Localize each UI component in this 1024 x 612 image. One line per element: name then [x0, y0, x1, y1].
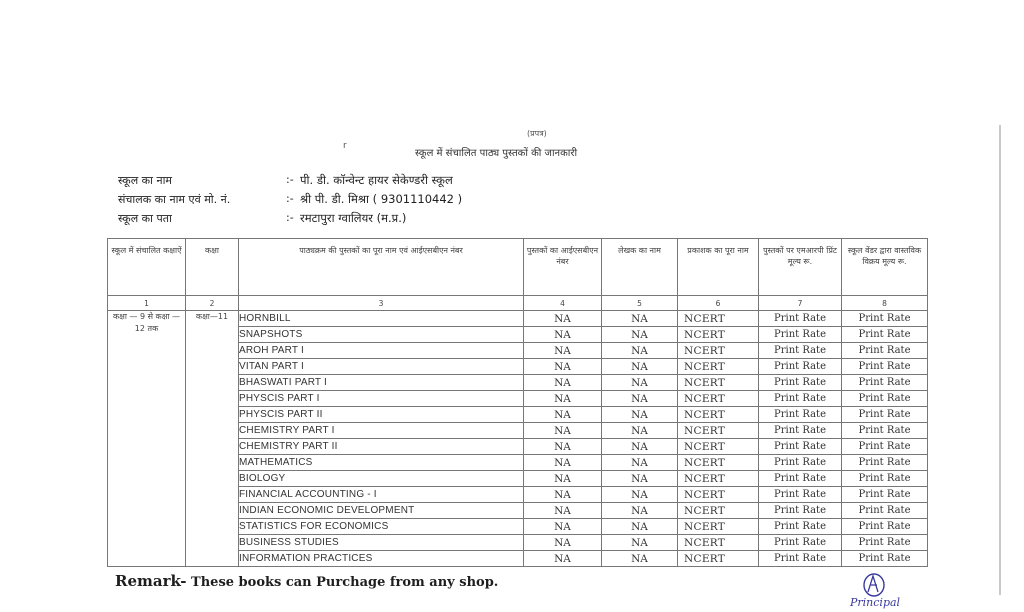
sale-price-cell: Print Rate: [842, 487, 928, 503]
publisher-cell: NCERT: [678, 423, 759, 439]
class-cell: कक्षा—11: [186, 311, 239, 567]
seal-text: Principal: [850, 596, 901, 609]
principal-seal: [846, 570, 906, 612]
mrp-cell: Print Rate: [759, 503, 842, 519]
column-number: 8: [842, 296, 928, 311]
author-cell: NA: [602, 327, 678, 343]
isbn-cell: NA: [524, 471, 602, 487]
isbn-cell: NA: [524, 359, 602, 375]
sale-price-cell: Print Rate: [842, 439, 928, 455]
address-label: स्कूल का पता: [118, 212, 172, 225]
book-title: CHEMISTRY PART I: [239, 423, 524, 439]
school-name-value: पी. डी. कॉन्वेन्ट हायर सेकेण्डरी स्कूल: [300, 173, 453, 187]
remark-note: [115, 572, 498, 590]
author-cell: NA: [602, 423, 678, 439]
remark-text: These books can Purchage from any shop.: [186, 575, 499, 590]
sale-price-cell: Print Rate: [842, 519, 928, 535]
director-label: संचालक का नाम एवं मो. नं.: [118, 193, 231, 206]
author-cell: NA: [602, 551, 678, 567]
book-title: VITAN PART I: [239, 359, 524, 375]
sale-price-cell: Print Rate: [842, 391, 928, 407]
mrp-cell: Print Rate: [759, 327, 842, 343]
separator: :-: [286, 192, 294, 205]
column-number: 3: [239, 296, 524, 311]
isbn-cell: NA: [524, 375, 602, 391]
books-table: [107, 238, 928, 567]
director-row: [118, 192, 462, 207]
sale-price-cell: Print Rate: [842, 551, 928, 567]
publisher-cell: NCERT: [678, 503, 759, 519]
author-cell: NA: [602, 519, 678, 535]
publisher-cell: NCERT: [678, 375, 759, 391]
isbn-cell: NA: [524, 423, 602, 439]
column-number: 4: [524, 296, 602, 311]
publisher-cell: NCERT: [678, 519, 759, 535]
column-header-book-name: पाठ्यक्रम की पुस्तकों का पूरा नाम एवं आईएसबीएन नंबर: [239, 239, 524, 296]
isbn-cell: NA: [524, 439, 602, 455]
column-number: 1: [108, 296, 186, 311]
school-name-label: स्कूल का नाम: [118, 174, 173, 187]
author-cell: NA: [602, 343, 678, 359]
author-cell: NA: [602, 535, 678, 551]
mrp-cell: Print Rate: [759, 375, 842, 391]
sale-price-cell: Print Rate: [842, 503, 928, 519]
isbn-cell: NA: [524, 551, 602, 567]
book-title: MATHEMATICS: [239, 455, 524, 471]
remark-label: Remark-: [115, 572, 187, 590]
book-title: PHYSCIS PART II: [239, 407, 524, 423]
document-title: स्कूल में संचालित पाठ्य पुस्तकों की जानकारी: [415, 148, 578, 159]
separator: :-: [286, 211, 294, 224]
publisher-cell: NCERT: [678, 311, 759, 327]
mrp-cell: Print Rate: [759, 471, 842, 487]
publisher-cell: NCERT: [678, 343, 759, 359]
publisher-cell: NCERT: [678, 487, 759, 503]
publisher-cell: NCERT: [678, 359, 759, 375]
mrp-cell: Print Rate: [759, 359, 842, 375]
publisher-cell: NCERT: [678, 471, 759, 487]
mrp-cell: Print Rate: [759, 439, 842, 455]
isbn-cell: NA: [524, 535, 602, 551]
school-name-row: [118, 173, 453, 188]
publisher-cell: NCERT: [678, 391, 759, 407]
isbn-cell: NA: [524, 391, 602, 407]
publisher-cell: NCERT: [678, 327, 759, 343]
author-cell: NA: [602, 359, 678, 375]
publisher-cell: NCERT: [678, 551, 759, 567]
director-value: श्री पी. डी. मिश्रा ( 9301110442 ): [300, 192, 463, 206]
sale-price-cell: Print Rate: [842, 535, 928, 551]
sale-price-cell: Print Rate: [842, 471, 928, 487]
column-number: 2: [186, 296, 239, 311]
book-title: STATISTICS FOR ECONOMICS: [239, 519, 524, 535]
address-row: [118, 211, 406, 226]
column-header-class: कक्षा: [186, 239, 239, 296]
author-cell: NA: [602, 391, 678, 407]
publisher-cell: NCERT: [678, 455, 759, 471]
column-number-row: [108, 296, 928, 311]
sale-price-cell: Print Rate: [842, 311, 928, 327]
author-cell: NA: [602, 487, 678, 503]
column-number: 6: [678, 296, 759, 311]
mrp-cell: Print Rate: [759, 551, 842, 567]
column-header-author: लेखक का नाम: [602, 239, 678, 296]
book-title: INFORMATION PRACTICES: [239, 551, 524, 567]
isbn-cell: NA: [524, 487, 602, 503]
sale-price-cell: Print Rate: [842, 407, 928, 423]
isbn-cell: NA: [524, 455, 602, 471]
isbn-cell: NA: [524, 311, 602, 327]
isbn-cell: NA: [524, 407, 602, 423]
book-title: HORNBILL: [239, 311, 524, 327]
author-cell: NA: [602, 375, 678, 391]
author-cell: NA: [602, 407, 678, 423]
publisher-cell: NCERT: [678, 439, 759, 455]
isbn-cell: NA: [524, 503, 602, 519]
book-title: CHEMISTRY PART II: [239, 439, 524, 455]
mrp-cell: Print Rate: [759, 535, 842, 551]
table-row: [108, 311, 928, 327]
class-range-cell: कक्षा — 9 से कक्षा — 12 तक: [108, 311, 186, 567]
author-cell: NA: [602, 503, 678, 519]
column-header-sale-price: स्कूल वेंडर द्वारा वास्तविक विक्रय मूल्य रू.: [842, 239, 928, 296]
author-cell: NA: [602, 439, 678, 455]
sale-price-cell: Print Rate: [842, 327, 928, 343]
book-title: AROH PART I: [239, 343, 524, 359]
column-header-mrp: पुस्तकों पर एमआरपी प्रिंट मूल्य रू.: [759, 239, 842, 296]
author-cell: NA: [602, 455, 678, 471]
mrp-cell: Print Rate: [759, 455, 842, 471]
address-value: रमटापुरा ग्वालियर (म.प्र.): [300, 211, 407, 225]
sale-price-cell: Print Rate: [842, 343, 928, 359]
book-title: INDIAN ECONOMIC DEVELOPMENT: [239, 503, 524, 519]
author-cell: NA: [602, 471, 678, 487]
book-title: BIOLOGY: [239, 471, 524, 487]
isbn-cell: NA: [524, 327, 602, 343]
book-title: FINANCIAL ACCOUNTING - I: [239, 487, 524, 503]
book-title: BHASWATI PART I: [239, 375, 524, 391]
column-number: 7: [759, 296, 842, 311]
tick-mark: r: [343, 141, 347, 151]
sale-price-cell: Print Rate: [842, 359, 928, 375]
sale-price-cell: Print Rate: [842, 455, 928, 471]
mrp-cell: Print Rate: [759, 423, 842, 439]
table-header-row: [108, 239, 928, 296]
isbn-cell: NA: [524, 519, 602, 535]
form-reference: (प्रपत्र): [527, 129, 547, 138]
author-cell: NA: [602, 311, 678, 327]
page-edge-line: [999, 125, 1001, 595]
publisher-cell: NCERT: [678, 407, 759, 423]
sale-price-cell: Print Rate: [842, 375, 928, 391]
mrp-cell: Print Rate: [759, 487, 842, 503]
column-header-isbn: पुस्तकों का आईएसबीएन नंबर: [524, 239, 602, 296]
book-title: SNAPSHOTS: [239, 327, 524, 343]
book-title: PHYSCIS PART I: [239, 391, 524, 407]
mrp-cell: Print Rate: [759, 391, 842, 407]
publisher-cell: NCERT: [678, 535, 759, 551]
column-header-classes: स्कूल में संचालित कक्षाऐं: [108, 239, 186, 296]
column-number: 5: [602, 296, 678, 311]
mrp-cell: Print Rate: [759, 407, 842, 423]
sale-price-cell: Print Rate: [842, 423, 928, 439]
mrp-cell: Print Rate: [759, 519, 842, 535]
separator: :-: [286, 173, 294, 186]
mrp-cell: Print Rate: [759, 311, 842, 327]
isbn-cell: NA: [524, 343, 602, 359]
column-header-publisher: प्रकाशक का पूरा नाम: [678, 239, 759, 296]
book-title: BUSINESS STUDIES: [239, 535, 524, 551]
mrp-cell: Print Rate: [759, 343, 842, 359]
